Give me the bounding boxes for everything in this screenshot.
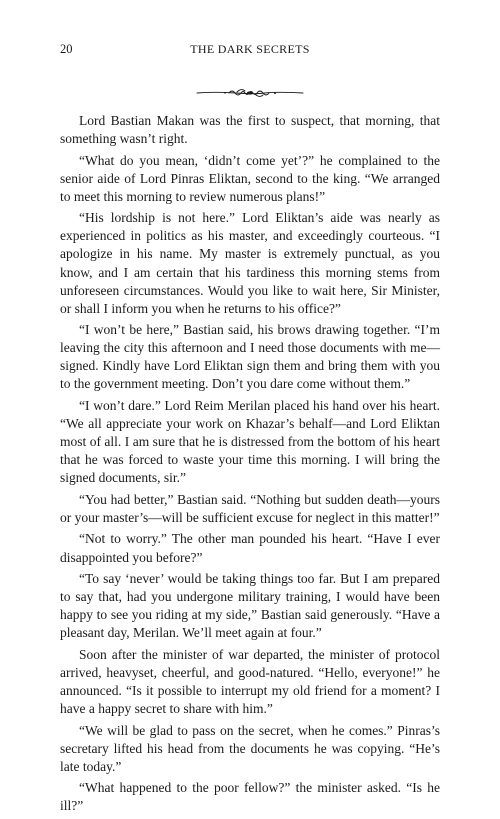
flourish-ornament-icon (195, 86, 305, 100)
running-head (60, 41, 440, 57)
paragraph: “His lordship is not here.” Lord Eliktan’s aide was nearly as experienced in politics as his master, and exceedingly courteous. “I apologize in his name. My master is extremely punctual, as you know, and I am certain that his tardiness this morning stems from unforeseen circumstances. Would you like to wait here, Sir Minister, or shall I inform you when he returns to his office?” (60, 210, 440, 316)
paragraph: “We will be glad to pass on the secret, when he comes.” Pinras’s secretary lifted his head from the documents he was copying. “He’s late today.” (60, 722, 440, 774)
book-title: THE DARK SECRETS (190, 42, 310, 56)
paragraph: “You had better,” Bastian said. “Nothing but sudden death—yours or your master’s—will be sufficient excuse for neglect in this matter!” (60, 491, 440, 525)
paragraph: Soon after the minister of war departed, the minister of protocol arrived, heavyset, cheerful, and good-natured. “Hello, everyone!” he announced. “Is it possible to interrupt my old friend for a moment? I have a happy secret to share with him.” (60, 646, 440, 717)
paragraph: “Not to worry.” The other man pounded his heart. “Have I ever disappointed you before?” (60, 531, 440, 565)
paragraph: “To say ‘never’ would be taking things too far. But I am prepared to say that, had you undergone military training, I would have been happy to see you riding at my side,” Bastian said generously. “Have a pleasant day, Merilan. We’ll meet again at four.” (60, 570, 440, 641)
page-number: 20 (60, 42, 73, 56)
paragraph: “I won’t dare.” Lord Reim Merilan placed his hand over his heart. “We all appreciate your work on Khazar’s behalf—and Lord Eliktan most of all. I am sure that he is distressed from the bottom of his heart that he was forced to waste your time this morning. I will bring the signed documents, sir.” (60, 397, 440, 486)
paragraph: “I won’t be here,” Bastian said, his brows drawing together. “I’m leaving the city this afternoon and I need those documents with me—signed. Kindly have Lord Eliktan sign them and bring them with you to the government meeting. Don’t you dare come without them.” (60, 322, 440, 392)
paragraph: Lord Bastian Makan was the first to suspect, that morning, that something wasn’t right. (60, 113, 440, 147)
body-text (60, 112, 440, 819)
paragraph: “What do you mean, ‘didn’t come yet’?” he complained to the senior aide of Lord Pinras Eliktan, second to the king. “We arranged to meet this morning to review numerous plans!” (60, 152, 440, 204)
paragraph: “What happened to the poor fellow?” the minister asked. “Is he ill?” (60, 780, 440, 814)
